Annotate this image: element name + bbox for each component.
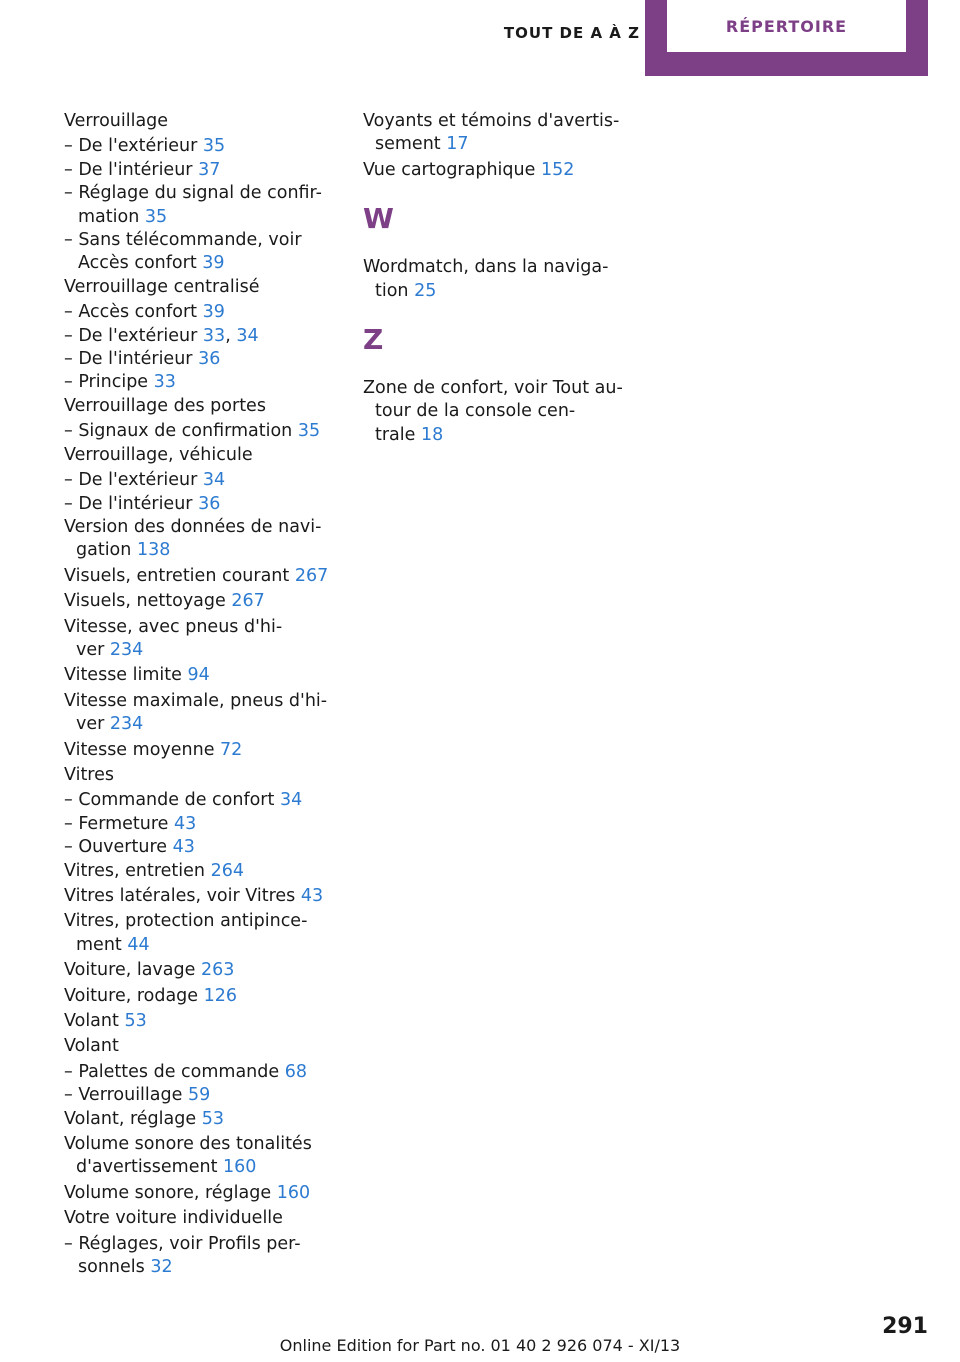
index-subentry [64, 1233, 336, 1280]
index-entry-label: Vitesse maximale, pneus d'hi- [64, 690, 328, 711]
page-refs [280, 790, 302, 810]
index-entry-label: Voiture, lavage 263 [64, 960, 235, 981]
index-entry-label: – Réglage du signal de confir- [64, 183, 322, 204]
index-entry-label: – De l'extérieur 33, 34 [64, 325, 259, 346]
page-refs [541, 160, 574, 180]
index-entry [64, 985, 336, 1008]
index-entry-label: Vitres, entretien 264 [64, 860, 244, 881]
index-entry-label: Verrouillage, véhicule [64, 444, 253, 465]
index-subentry [64, 325, 336, 348]
page-refs [110, 640, 143, 660]
page-ref-link[interactable]: 267 [231, 591, 265, 612]
index-entry-label: Volume sonore des tonalités [64, 1134, 312, 1155]
index-entry-label: Voiture, rodage 126 [64, 985, 238, 1006]
index-entry-continuation: ver 234 [76, 639, 144, 660]
index-entry-continuation: trale 18 [375, 424, 444, 445]
page-ref-link[interactable]: 264 [210, 860, 244, 881]
page-refs [154, 372, 176, 392]
index-subentry [64, 1084, 336, 1107]
page-refs [285, 1062, 307, 1082]
index-entry [64, 395, 336, 418]
index-entry-label: Vitres [64, 764, 115, 785]
index-entry [64, 1133, 336, 1180]
page-ref-link[interactable]: 33 [153, 372, 176, 393]
page-ref-link[interactable]: 35 [202, 136, 226, 157]
index-entry-label: Version des données de navi- [64, 516, 322, 537]
index-entry-label: Verrouillage centralisé [64, 276, 260, 297]
index-group-w [363, 256, 635, 303]
index-entry-label: Volant, réglage 53 [64, 1108, 224, 1129]
index-subentry [64, 789, 336, 812]
index-entry [363, 377, 635, 447]
page-ref-link[interactable]: 34 [202, 470, 226, 491]
index-entry-continuation: Accès confort 39 [78, 253, 225, 274]
page-ref-link[interactable]: 267 [294, 565, 329, 586]
page-ref-link[interactable]: 43 [172, 837, 195, 858]
page-refs [220, 740, 242, 760]
page-ref-link[interactable]: 234 [109, 639, 144, 660]
page-ref-link[interactable]: 234 [109, 714, 144, 735]
index-entry-label: – Verrouillage 59 [64, 1085, 211, 1106]
chapter-tab-label: RÉPERTOIRE [667, 0, 906, 52]
letter-heading-w: W [363, 202, 394, 236]
page-ref-link[interactable]: 39 [202, 253, 225, 274]
index-entry-continuation: tour de la console cen- [375, 401, 576, 422]
page-refs [414, 281, 436, 301]
index-entry-label: Vitesse moyenne 72 [64, 739, 243, 760]
page-refs [203, 136, 225, 156]
index-entry [64, 959, 336, 982]
index-entry-continuation: mation 35 [78, 206, 168, 227]
index-entry-label: – De l'extérieur 34 [64, 470, 226, 491]
index-entry-label: Visuels, entretien courant 267 [64, 565, 329, 586]
index-entry [64, 910, 336, 957]
page-refs [198, 494, 220, 514]
page-refs [201, 960, 234, 980]
index-entry-continuation: sonnels 32 [78, 1257, 173, 1278]
index-entry-label: Zone de confort, voir Tout au- [363, 378, 623, 399]
page-ref-link[interactable]: 35 [297, 421, 321, 442]
page-ref-link[interactable]: 53 [201, 1108, 224, 1129]
page-ref-link[interactable]: 263 [200, 960, 235, 981]
page-refs [145, 207, 167, 227]
index-entry-label: – Fermeture 43 [64, 813, 197, 834]
page-ref-link[interactable]: 36 [198, 493, 221, 514]
page-refs [231, 591, 264, 611]
index-subentry [64, 159, 336, 182]
page-refs [295, 566, 328, 586]
letter-heading-z: Z [363, 323, 384, 357]
page-refs [446, 134, 468, 154]
index-entry [64, 1108, 336, 1131]
index-entry-label: – Sans télécommande, voir [64, 230, 302, 251]
index-entry [64, 590, 336, 613]
index-entry [64, 860, 336, 883]
page-refs [301, 886, 323, 906]
index-entry-label: Verrouillage des portes [64, 395, 266, 416]
index-entry-label: – Ouverture 43 [64, 837, 195, 858]
index-entry-label: Voyants et témoins d'avertis- [363, 111, 620, 131]
index-entry-label: – Signaux de confirmation 35 [64, 421, 321, 442]
page-refs [188, 1085, 210, 1105]
index-group-z [363, 377, 635, 447]
section-title: TOUT DE A À Z [503, 24, 640, 42]
page-refs [198, 349, 220, 369]
index-entry [64, 885, 336, 908]
index-subentry [64, 813, 336, 836]
index-entry [64, 616, 336, 663]
index-entry [64, 690, 336, 737]
index-entry-label: Volant [64, 1036, 119, 1057]
index-entry-label: – Accès confort 39 [64, 302, 225, 323]
index-subentry [64, 135, 336, 158]
page-ref-link[interactable]: 126 [203, 985, 238, 1006]
index-subentry [64, 229, 336, 276]
index-entry [64, 739, 336, 762]
page-refs: 33, 34 [202, 325, 259, 346]
index-entry-label: Vitesse limite 94 [64, 665, 210, 686]
index-entry [64, 444, 336, 467]
page-ref-link[interactable]: 36 [198, 349, 221, 370]
index-group-v [363, 110, 635, 182]
index-entry [64, 1010, 336, 1033]
page-refs [421, 425, 443, 445]
page-ref-link[interactable]: 72 [220, 739, 243, 760]
page-ref-link[interactable]: 43 [300, 886, 324, 906]
page-ref-link[interactable]: 53 [124, 1011, 147, 1032]
page-ref-link[interactable]: 152 [540, 159, 575, 180]
page-refs [202, 253, 224, 273]
chapter-tab[interactable] [645, 0, 928, 76]
page-refs [203, 470, 225, 490]
page-ref-link[interactable]: 34 [236, 325, 259, 346]
page-refs [203, 302, 225, 322]
page-refs [187, 665, 209, 685]
index-entry-label: Volume sonore, réglage 160 [64, 1182, 311, 1203]
index-entry [64, 1182, 336, 1205]
index-entry-continuation: tion 25 [375, 280, 437, 301]
index-entry [363, 256, 635, 303]
index-subentry [64, 182, 336, 229]
page-ref-link[interactable]: 160 [223, 1157, 257, 1178]
page-refs [137, 540, 170, 560]
page-refs [150, 1257, 172, 1277]
index-entry-label: – Palettes de commande 68 [64, 1061, 308, 1082]
page-ref-link[interactable]: 160 [276, 1182, 311, 1203]
index-column-right [363, 110, 635, 449]
page-refs [202, 1109, 224, 1129]
page-ref-link[interactable]: 25 [414, 280, 437, 301]
index-entry [64, 664, 336, 687]
page-ref-link[interactable]: 43 [174, 813, 197, 834]
page-refs [124, 1011, 146, 1031]
index-entry-label: – Réglages, voir Profils per- [64, 1233, 301, 1254]
index-subentry [64, 420, 336, 443]
page-ref-link[interactable]: 33 [202, 325, 226, 346]
index-entry-label: Vue cartographique 152 [363, 159, 575, 180]
index-entry-label: Vitres latérales, voir Vitres 43 [64, 886, 324, 906]
index-entry [363, 110, 635, 157]
index-entry [64, 764, 336, 787]
index-entry-continuation: d'avertissement 160 [76, 1157, 257, 1178]
page-ref-link[interactable]: 18 [421, 424, 444, 445]
page-refs [173, 837, 195, 857]
index-entry [64, 276, 336, 299]
page-ref-link[interactable]: 32 [150, 1257, 173, 1278]
index-subentry [64, 836, 336, 859]
index-entry [64, 1207, 336, 1230]
index-entry-label: – Principe 33 [64, 372, 176, 393]
page-ref-link[interactable]: 68 [284, 1061, 308, 1082]
page-ref-link[interactable]: 37 [198, 159, 221, 180]
page-refs [277, 1183, 310, 1203]
page-ref-link[interactable]: 35 [144, 206, 168, 227]
index-entry-label: Volant 53 [64, 1011, 147, 1032]
index-column-left [64, 110, 336, 1280]
page-refs [110, 714, 143, 734]
index-subentry [64, 301, 336, 324]
index-entry-label: – De l'intérieur 37 [64, 159, 221, 180]
index-subentry [64, 493, 336, 516]
index-entry-label: Vitesse, avec pneus d'hi- [64, 616, 283, 637]
page-refs [204, 986, 237, 1006]
index-entry-continuation: gation 138 [76, 540, 171, 561]
index-entry [363, 159, 635, 182]
index-entry-continuation: ment 44 [76, 934, 150, 955]
page-ref-link[interactable]: 59 [187, 1085, 211, 1106]
index-subentry [64, 469, 336, 492]
page-refs [127, 935, 149, 955]
index-subentry [64, 1061, 336, 1084]
index-entry-label: Vitres, protection antipince- [64, 911, 308, 932]
page-ref-link[interactable]: 44 [127, 934, 150, 955]
index-entry [64, 516, 336, 563]
index-entry [64, 110, 336, 133]
page-ref-link[interactable]: 17 [446, 134, 469, 155]
index-entry-continuation: ver 234 [76, 714, 144, 735]
page-refs [298, 421, 320, 441]
page-refs [223, 1157, 256, 1177]
index-entry-label: Verrouillage [64, 111, 169, 131]
page-ref-link[interactable]: 34 [279, 790, 303, 811]
index-entry [64, 1035, 336, 1058]
index-subentry [64, 348, 336, 371]
page-refs [198, 160, 220, 180]
index-entry-label: – De l'intérieur 36 [64, 349, 221, 370]
page-ref-link[interactable]: 39 [202, 302, 225, 323]
index-entry-label: – De l'extérieur 35 [64, 136, 226, 157]
index-entry-continuation: sement 17 [375, 134, 469, 155]
index-entry-label: – Commande de confort 34 [64, 790, 303, 811]
index-entry-label: – De l'intérieur 36 [64, 493, 221, 514]
index-subentry [64, 371, 336, 394]
page-ref-link[interactable]: 138 [136, 540, 171, 561]
page-refs [174, 814, 196, 834]
footer-edition: Online Edition for Part no. 01 40 2 926 074 - XI/13 [279, 1336, 681, 1355]
page-ref-link[interactable]: 94 [187, 665, 210, 686]
index-entry-label: Visuels, nettoyage 267 [64, 591, 265, 612]
index-entry-label: Wordmatch, dans la naviga- [363, 257, 609, 278]
index-entry-label: Votre voiture individuelle [64, 1208, 283, 1229]
page-refs [211, 861, 244, 881]
page-number: 291 [882, 1314, 928, 1339]
index-entry [64, 565, 336, 588]
